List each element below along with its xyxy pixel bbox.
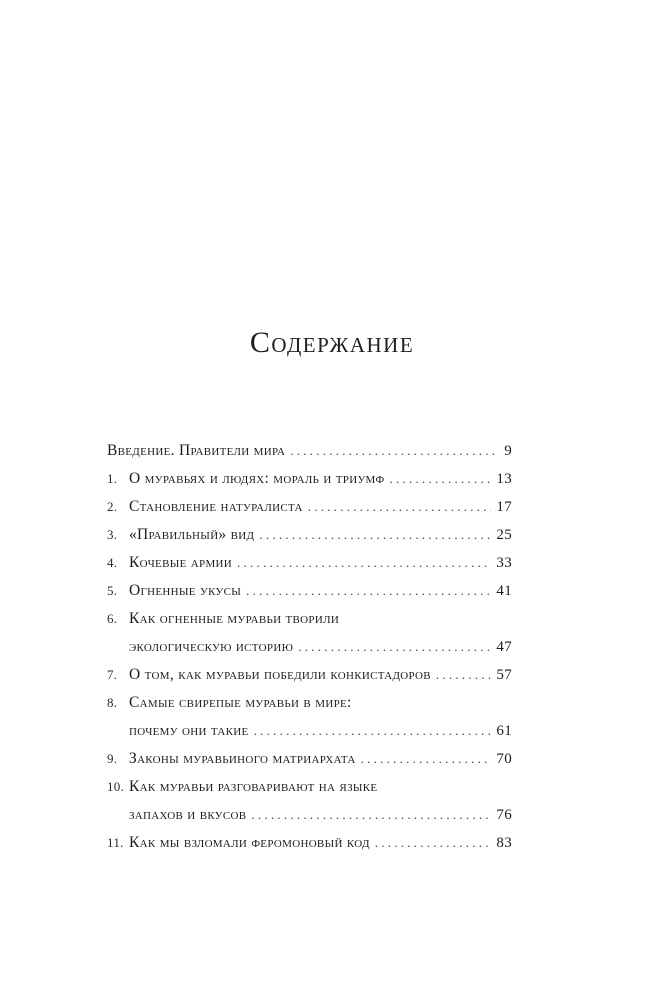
toc-entry-title: Как огненные муравьи творили <box>129 610 340 627</box>
toc-entry-chapter-8[interactable] <box>107 689 512 745</box>
toc-entry-page: 41 <box>496 583 512 599</box>
toc-entry-number: 4. <box>107 555 118 570</box>
toc-entry-number: 7. <box>107 667 118 682</box>
dot-leader <box>308 493 492 521</box>
toc-entry-title-continued: почему они такие <box>129 722 249 739</box>
table-of-contents <box>107 437 512 857</box>
dot-leader <box>436 661 491 689</box>
toc-entry-title: Как мы взломали феромоновый код <box>129 834 370 851</box>
toc-entry-number: 8. <box>107 695 118 710</box>
dot-leader <box>237 549 491 577</box>
toc-entry-title: О том, как муравьи победили конкистадоров <box>129 666 431 683</box>
dot-leader <box>375 829 492 857</box>
toc-entry-title: О муравьях и людях: мораль и триумф <box>129 470 385 487</box>
toc-entry-page: 61 <box>496 723 512 739</box>
toc-entry-page: 70 <box>496 751 512 767</box>
toc-entry-chapter-6[interactable] <box>107 605 512 661</box>
toc-entry-page: 47 <box>496 639 512 655</box>
toc-entry-title: Становление натуралиста <box>129 498 303 515</box>
toc-entry-chapter-5[interactable] <box>107 577 512 605</box>
toc-entry-chapter-1[interactable] <box>107 465 512 493</box>
toc-entry-introduction[interactable] <box>107 437 512 465</box>
toc-entry-title: Огненные укусы <box>129 582 242 599</box>
dot-leader <box>389 465 491 493</box>
toc-entry-number: 9. <box>107 751 118 766</box>
toc-entry-number: 5. <box>107 583 118 598</box>
toc-entry-chapter-11[interactable] <box>107 829 512 857</box>
page-title: Содержание <box>249 326 415 359</box>
dot-leader <box>246 577 491 605</box>
toc-entry-page: 13 <box>496 471 512 487</box>
toc-entry-number: 2. <box>107 499 118 514</box>
toc-entry-chapter-2[interactable] <box>107 493 512 521</box>
toc-entry-number: 11. <box>107 835 124 850</box>
toc-entry-title: Введение. Правители мира <box>107 442 286 459</box>
toc-entry-title-continued: экологическую историю <box>129 638 294 655</box>
toc-entry-chapter-9[interactable] <box>107 745 512 773</box>
toc-entry-chapter-7[interactable] <box>107 661 512 689</box>
toc-entry-chapter-10[interactable] <box>107 773 512 829</box>
toc-entry-number: 10. <box>107 779 125 794</box>
dot-leader <box>251 801 491 829</box>
toc-entry-page: 57 <box>496 667 512 683</box>
toc-entry-page: 25 <box>496 527 512 543</box>
toc-entry-title: Законы муравьиного матриархата <box>129 750 356 767</box>
toc-entry-chapter-4[interactable] <box>107 549 512 577</box>
toc-entry-title-continued: запахов и вкусов <box>129 806 247 823</box>
toc-entry-page: 9 <box>504 443 512 459</box>
toc-entry-page: 17 <box>496 499 512 515</box>
toc-entry-page: 83 <box>496 835 512 851</box>
dot-leader <box>259 521 491 549</box>
dot-leader <box>298 633 491 661</box>
toc-entry-title: Как муравьи разговаривают на языке <box>129 778 378 795</box>
toc-entry-number: 1. <box>107 471 118 486</box>
toc-entry-number: 3. <box>107 527 118 542</box>
dot-leader <box>290 437 499 465</box>
toc-entry-page: 76 <box>496 807 512 823</box>
toc-entry-number: 6. <box>107 611 118 626</box>
dot-leader <box>254 717 492 745</box>
toc-entry-title: Кочевые армии <box>129 554 233 571</box>
dot-leader <box>361 745 492 773</box>
toc-entry-page: 33 <box>496 555 512 571</box>
toc-entry-title: «Правильный» вид <box>129 526 255 543</box>
toc-entry-chapter-3[interactable] <box>107 521 512 549</box>
toc-entry-title: Самые свирепые муравьи в мире: <box>129 694 352 711</box>
